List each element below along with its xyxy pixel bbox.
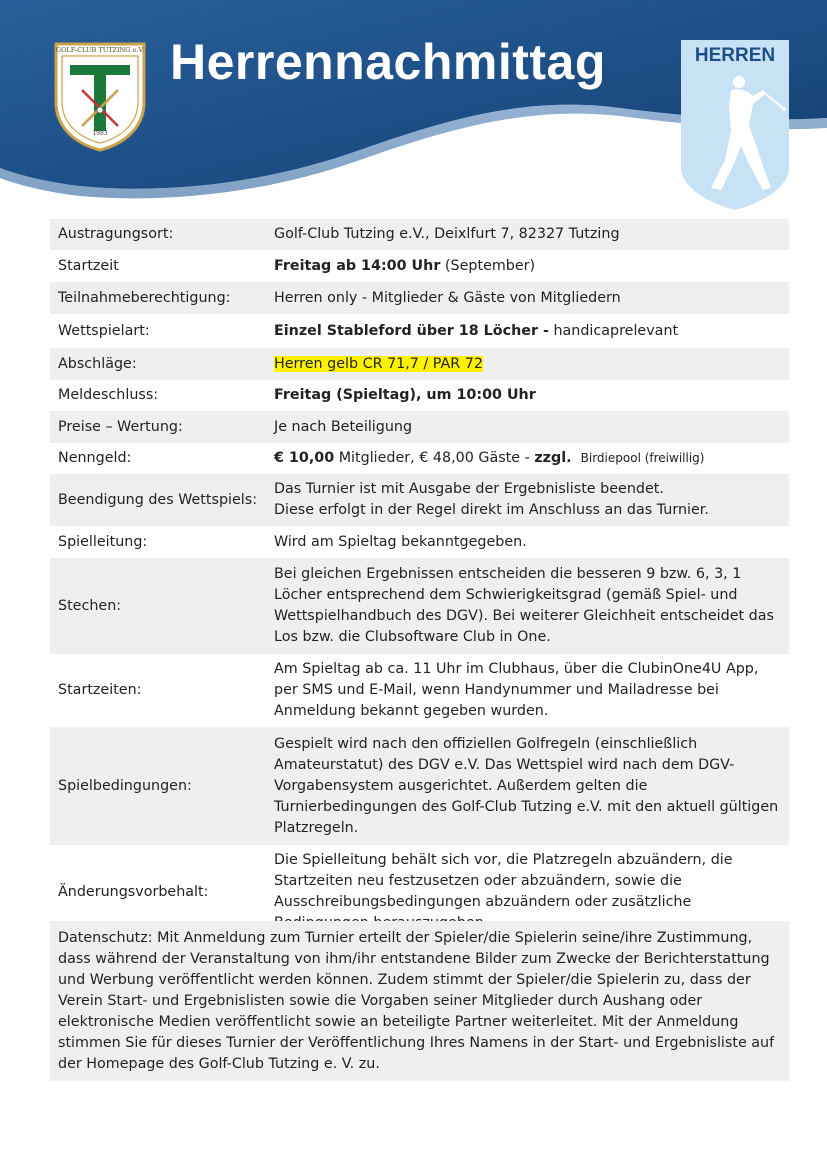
row-spielleitung xyxy=(50,526,789,558)
row-stechen xyxy=(50,558,789,654)
label-preise: Preise – Wertung: xyxy=(50,411,266,443)
logo-year: 1983 xyxy=(92,130,108,137)
nenngeld-birdiepool: Birdiepool (freiwillig) xyxy=(580,451,705,465)
nenngeld-member-fee: € 10,00 xyxy=(274,450,335,466)
label-stechen: Stechen: xyxy=(50,558,266,654)
row-preise xyxy=(50,411,789,443)
value-wettspielart xyxy=(266,314,789,348)
value-aenderung: Die Spielleitung behält sich vor, die Platzregeln abzuändern, die Startzeiten neu festzusetzen oder abzuändern, sowie die Ausschreibungsbedingungen abzuändern oder zusätzliche xyxy=(274,852,733,910)
startzeit-day: Freitag ab 14:00 Uhr xyxy=(274,257,441,274)
label-startzeit: Startzeit xyxy=(58,257,119,274)
value-preise: Je nach Beteiligung xyxy=(266,411,789,443)
value-austragungsort: Golf-Club Tutzing e.V., Deixlfurt 7, 82327 Tutzing xyxy=(266,219,789,250)
label-nenngeld: Nenngeld: xyxy=(58,450,132,466)
label-teilnahme: Teilnahmeberechtigung: xyxy=(50,282,266,314)
row-wettspielart xyxy=(50,314,789,348)
abschlaege-highlight: Herren gelb CR 71,7 / PAR 72 xyxy=(274,355,483,372)
label-spielbedingungen: Spielbedingungen: xyxy=(50,727,266,845)
label-aenderung: Änderungsvorbehalt: xyxy=(58,883,209,900)
row-teilnahme xyxy=(50,282,789,314)
club-logo xyxy=(52,40,148,152)
row-austragungsort xyxy=(50,219,789,250)
herren-badge xyxy=(679,38,791,212)
row-beendigung xyxy=(50,474,789,526)
value-nenngeld xyxy=(266,443,789,474)
label-startzeiten: Startzeiten: xyxy=(58,682,142,698)
label-wettspielart: Wettspielart: xyxy=(58,322,150,339)
beendigung-line-2: Diese erfolgt in der Regel direkt im Anschluss an das Turnier. xyxy=(274,502,709,518)
value-spielbedingungen: Gespielt wird nach den offiziellen Golfregeln (einschließlich Amateurstatut) des DGV e.V. Das Wettspiel wird nach dem DGV-Vorgabensystem ausgerichtet. Außerdem gelten die Turnierbedingungen des Golf-Club Tutzing e.V. mit den aktuell gültigen Platzregeln. xyxy=(266,727,789,845)
row-startzeiten xyxy=(50,654,789,727)
logo-text: GOLF-CLUB TUTZING e.V. xyxy=(55,46,145,54)
label-meldeschluss: Meldeschluss: xyxy=(58,387,159,403)
nenngeld-guest-fee: Mitglieder, € 48,00 Gäste - xyxy=(334,450,535,466)
beendigung-line-1: Das Turnier ist mit Ausgabe der Ergebnisliste beendet. xyxy=(274,481,664,497)
value-meldeschluss: Freitag (Spieltag), um 10:00 Uhr xyxy=(274,387,536,403)
value-teilnahme: Herren only - Mitglieder & Gäste von Mitgliedern xyxy=(266,282,789,314)
value-beendigung xyxy=(266,474,789,526)
badge-label: HERREN xyxy=(694,45,776,66)
value-startzeit xyxy=(266,250,789,282)
label-spielleitung: Spielleitung: xyxy=(58,533,148,550)
row-meldeschluss xyxy=(50,380,789,411)
value-abschlaege xyxy=(266,348,789,380)
privacy-notice: Datenschutz: Mit Anmeldung zum Turnier erteilt der Spieler/die Spielerin seine/ihre Zustimmung, dass während der Veranstaltung von ihm/ihr entstandene Bilder zum Zwecke der Berichterstattung und Werbung veröffentlicht werden können. Zudem stimmt der Spieler/die Spielerin zu, dass der Verein Start- und Ergebnislisten sowie die Vorgaben seiner Mitglieder durch Aushang oder elektronische Medien veröffentlicht sowie an beteiligte Partner weiterleitet. Mit der Anmeldung stimmen Sie für dieses Turnier der Veröffentlichung Ihres Namens in der Start- und Ergebnisliste auf der Homepage des Golf-Club Tutzing e. V. zu. xyxy=(50,921,789,1081)
wettspielart-format: Einzel Stableford über 18 Löcher - xyxy=(274,322,549,339)
value-spielleitung: Wird am Spieltag bekanntgegeben. xyxy=(274,533,527,550)
page-title: Herrennachmittag xyxy=(170,34,606,90)
wettspielart-handicap: handicaprelevant xyxy=(548,322,679,339)
row-spielbedingungen xyxy=(50,727,789,845)
startzeit-month: (September) xyxy=(440,257,536,274)
row-startzeit xyxy=(50,250,789,282)
label-beendigung: Beendigung des Wettspiels: xyxy=(50,474,266,526)
tournament-details-table xyxy=(50,219,789,939)
value-startzeiten: Am Spieltag ab ca. 11 Uhr im Clubhaus, über die ClubinOne4U App, per SMS und E-Mail, wenn Handynummer und Mailadresse bei Anmeldung bekannt gegeben wurden. xyxy=(274,661,759,719)
row-nenngeld xyxy=(50,443,789,474)
row-abschlaege xyxy=(50,348,789,380)
label-abschlaege: Abschläge: xyxy=(50,348,266,380)
label-austragungsort: Austragungsort: xyxy=(50,219,266,250)
nenngeld-plus: zzgl. xyxy=(534,450,572,466)
value-stechen: Bei gleichen Ergebnissen entscheiden die besseren 9 bzw. 6, 3, 1 Löcher entsprechend dem Schwierigkeitsgrad (gemäß Spiel- und Wettspielhandbuch des DGV). Bei weiterer Gleichheit entscheidet das Los bzw. die Clubsoftware Club in One. xyxy=(266,558,789,654)
